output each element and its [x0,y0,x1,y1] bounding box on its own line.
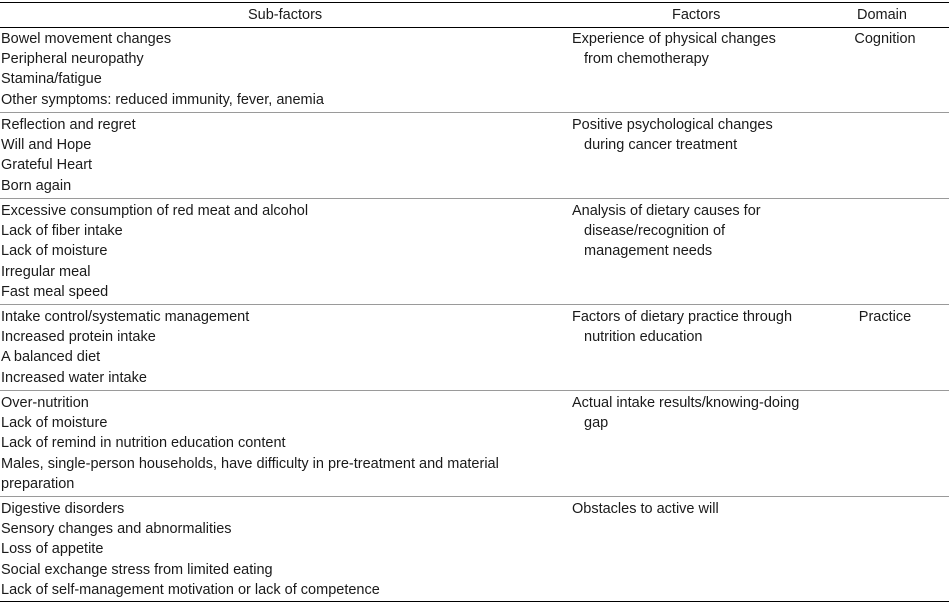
sub-factors-cell [1,307,546,388]
sub-factors-cell [1,29,546,110]
header-factors: Factors [672,7,721,23]
factor-text: during cancer treatment [584,137,738,154]
factor-cell [572,499,827,519]
sub-factor: Other symptoms: reduced immunity, fever, anemia [1,91,324,108]
sub-factor: Lack of moisture [1,415,108,432]
domain-label [828,201,942,221]
domain-label [828,499,942,519]
factor-text: management needs [584,243,713,260]
sub-factor: Over-nutrition [1,395,89,411]
factor-text: Factors of dietary practice through [572,309,793,325]
table-header-row [0,3,949,27]
domain-label: Cognition [854,31,916,47]
factor-cell [572,201,827,262]
sub-factors-cell [1,115,546,196]
row-divider [0,198,949,199]
table-bottom-rule [0,601,949,602]
factor-cell [572,29,827,69]
sub-factor: Born again [1,177,72,194]
sub-factor: Peripheral neuropathy [1,51,144,68]
sub-factor: Intake control/systematic management [1,309,250,325]
domain-cell [828,499,942,519]
factor-text: Analysis of dietary causes for [572,203,761,219]
sub-factor: Grateful Heart [1,157,93,174]
factor-text: from chemotherapy [584,51,709,68]
sub-factor: Lack of remind in nutrition education content [1,435,286,452]
factor-text: Obstacles to active will [572,501,719,517]
domain-cell [828,201,942,221]
sub-factor: Stamina/fatigue [1,71,102,88]
sub-factor: Reflection and regret [1,117,136,133]
header-rule [0,27,949,28]
row-divider [0,112,949,113]
sub-factor: Social exchange stress from limited eating [1,561,273,578]
sub-factor: Fast meal speed [1,283,109,300]
sub-factor: Lack of fiber intake [1,223,123,240]
sub-factor: Males, single-person households, have difficulty in pre-treatment and material preparation [1,455,499,492]
domain-cell [828,29,942,49]
domain-label [828,115,942,135]
sub-factor: Increased water intake [1,369,147,386]
sub-factor: Lack of self-management motivation or lack of competence [1,581,380,598]
factor-text: nutrition education [584,329,703,346]
row-divider [0,496,949,497]
sub-factor: Excessive consumption of red meat and alcohol [1,203,309,219]
sub-factor: Digestive disorders [1,501,125,517]
factor-cell [572,393,827,433]
sub-factor: Increased protein intake [1,329,156,346]
sub-factors-cell [1,499,546,600]
factor-cell [572,307,827,347]
sub-factor: Sensory changes and abnormalities [1,521,232,538]
header-domain: Domain [857,7,907,23]
factor-cell [572,115,827,155]
domain-cell [828,393,942,413]
domain-cell [828,307,942,327]
factor-text: disease/recognition of [584,223,726,240]
factor-text: Experience of physical changes [572,31,776,47]
sub-factor: Bowel movement changes [1,31,172,47]
domain-cell [828,115,942,135]
sub-factors-cell [1,201,546,302]
domain-label [828,393,942,413]
sub-factor: A balanced diet [1,349,101,366]
sub-factor: Lack of moisture [1,243,108,260]
domain-label: Practice [858,309,912,325]
sub-factor: Will and Hope [1,137,92,154]
factor-text: Positive psychological changes [572,117,773,133]
sub-factor: Loss of appetite [1,541,104,558]
sub-factor: Irregular meal [1,263,91,280]
factor-text: gap [584,415,609,432]
row-divider [0,304,949,305]
sub-factors-cell [1,393,546,494]
factor-text: Actual intake results/knowing-doing [572,395,800,411]
row-divider [0,390,949,391]
header-sub-factors: Sub-factors [248,7,323,23]
